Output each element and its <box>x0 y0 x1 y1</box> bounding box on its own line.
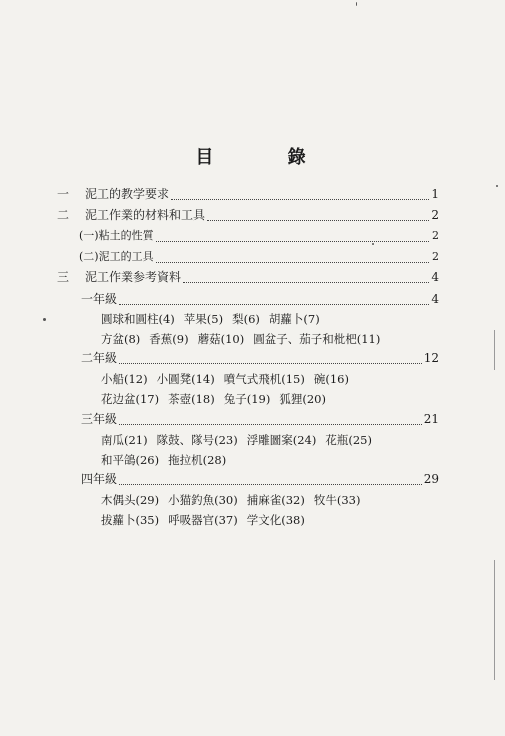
leader-dots <box>156 232 429 242</box>
scan-edge-mark <box>494 560 495 680</box>
leader-dots <box>171 190 429 200</box>
grade-1-items-line-1 <box>101 311 329 327</box>
grade-3-items-line-2 <box>101 452 235 468</box>
grade-page: 29 <box>423 472 439 486</box>
list-item: 圓球和圓柱(4) <box>101 312 175 326</box>
list-item: 噴气式飛机(15) <box>223 372 305 386</box>
list-item: 捕麻雀(32) <box>246 493 305 507</box>
leader-dots <box>119 475 422 485</box>
leader-dots <box>207 211 429 221</box>
section-number: 二 <box>57 208 70 222</box>
leader-dots <box>119 295 429 305</box>
scan-speck <box>43 318 46 321</box>
page-title: 目 錄 <box>195 147 340 168</box>
section-label: 泥工作業的材料和工具 <box>85 208 206 222</box>
section-page: 1 <box>431 187 439 201</box>
section-label: 泥工作業参考資料 <box>85 270 182 284</box>
list-item: 学文化(38) <box>246 513 305 527</box>
list-item: 小船(12) <box>101 372 148 386</box>
list-item: 圓盆子、茄子和枇杷(11) <box>253 332 381 346</box>
list-item: 花瓶(25) <box>325 433 372 447</box>
section-number: 一 <box>57 187 70 201</box>
grade-page: 12 <box>423 351 439 365</box>
grade-2-items-line-2 <box>101 391 335 407</box>
list-item: 茶壺(18) <box>168 392 215 406</box>
list-item: 拖拉机(28) <box>168 453 227 467</box>
toc-grade-1 <box>81 291 439 307</box>
list-item: 浮雕圖案(24) <box>246 433 317 447</box>
list-item: 木偶头(29) <box>101 493 160 507</box>
leader-dots <box>156 253 429 263</box>
grade-3-items-line-1 <box>101 432 381 448</box>
list-item: 胡蘿卜(7) <box>268 312 320 326</box>
list-item: 拔蘿卜(35) <box>101 513 160 527</box>
list-item: 方盆(8) <box>101 332 141 346</box>
section-page: 4 <box>431 270 439 284</box>
grade-1-items-line-2 <box>101 331 389 347</box>
list-item: 和平鴿(26) <box>101 453 160 467</box>
grade-4-items-line-1 <box>101 492 369 508</box>
list-item: 牧牛(33) <box>313 493 361 507</box>
list-item: 南瓜(21) <box>101 433 148 447</box>
subsection-label: (一)粘土的性質 <box>79 229 154 242</box>
toc-subsection-2 <box>79 249 439 265</box>
section-page: 2 <box>431 208 439 222</box>
leader-dots <box>119 415 422 425</box>
toc-section-1 <box>57 186 439 202</box>
subsection-page: 2 <box>432 250 439 263</box>
list-item: 小猫釣魚(30) <box>168 493 238 507</box>
toc-grade-4 <box>81 471 439 487</box>
list-item: 香蕉(9) <box>149 332 189 346</box>
toc-section-3 <box>57 269 439 285</box>
grade-label: 一年級 <box>81 292 118 306</box>
scan-edge-mark <box>494 330 495 370</box>
section-number: 三 <box>57 270 70 284</box>
list-item: 梨(6) <box>232 312 260 326</box>
leader-dots <box>119 354 422 364</box>
list-item: 兔子(19) <box>223 392 271 406</box>
toc-grade-2 <box>81 350 439 366</box>
list-item: 蘑菇(10) <box>197 332 245 346</box>
grade-label: 四年級 <box>81 472 118 486</box>
grade-label: 三年級 <box>81 412 118 426</box>
section-label: 泥工的教学要求 <box>85 187 170 201</box>
list-item: 小圓凳(14) <box>156 372 215 386</box>
toc-section-2 <box>57 207 439 223</box>
list-item: 苹果(5) <box>183 312 224 326</box>
grade-2-items-line-1 <box>101 371 358 387</box>
toc-grade-3 <box>81 411 439 427</box>
list-item: 花边盆(17) <box>101 392 160 406</box>
list-item: 隊鼓、隊号(23) <box>156 433 238 447</box>
subsection-label: (二)泥工的工具 <box>79 250 154 263</box>
list-item: 呼吸器官(37) <box>168 513 238 527</box>
leader-dots <box>183 273 429 283</box>
grade-page: 21 <box>423 412 439 426</box>
subsection-page: 2 <box>432 229 439 242</box>
grade-4-items-line-2 <box>101 512 314 528</box>
scan-speck <box>496 185 498 187</box>
grade-page: 4 <box>431 292 439 306</box>
list-item: 碗(16) <box>313 372 349 386</box>
toc-subsection-1 <box>79 228 439 244</box>
grade-label: 二年級 <box>81 351 118 365</box>
list-item: 狐狸(20) <box>279 392 326 406</box>
scan-speck <box>372 243 374 245</box>
scan-speck <box>356 2 357 6</box>
